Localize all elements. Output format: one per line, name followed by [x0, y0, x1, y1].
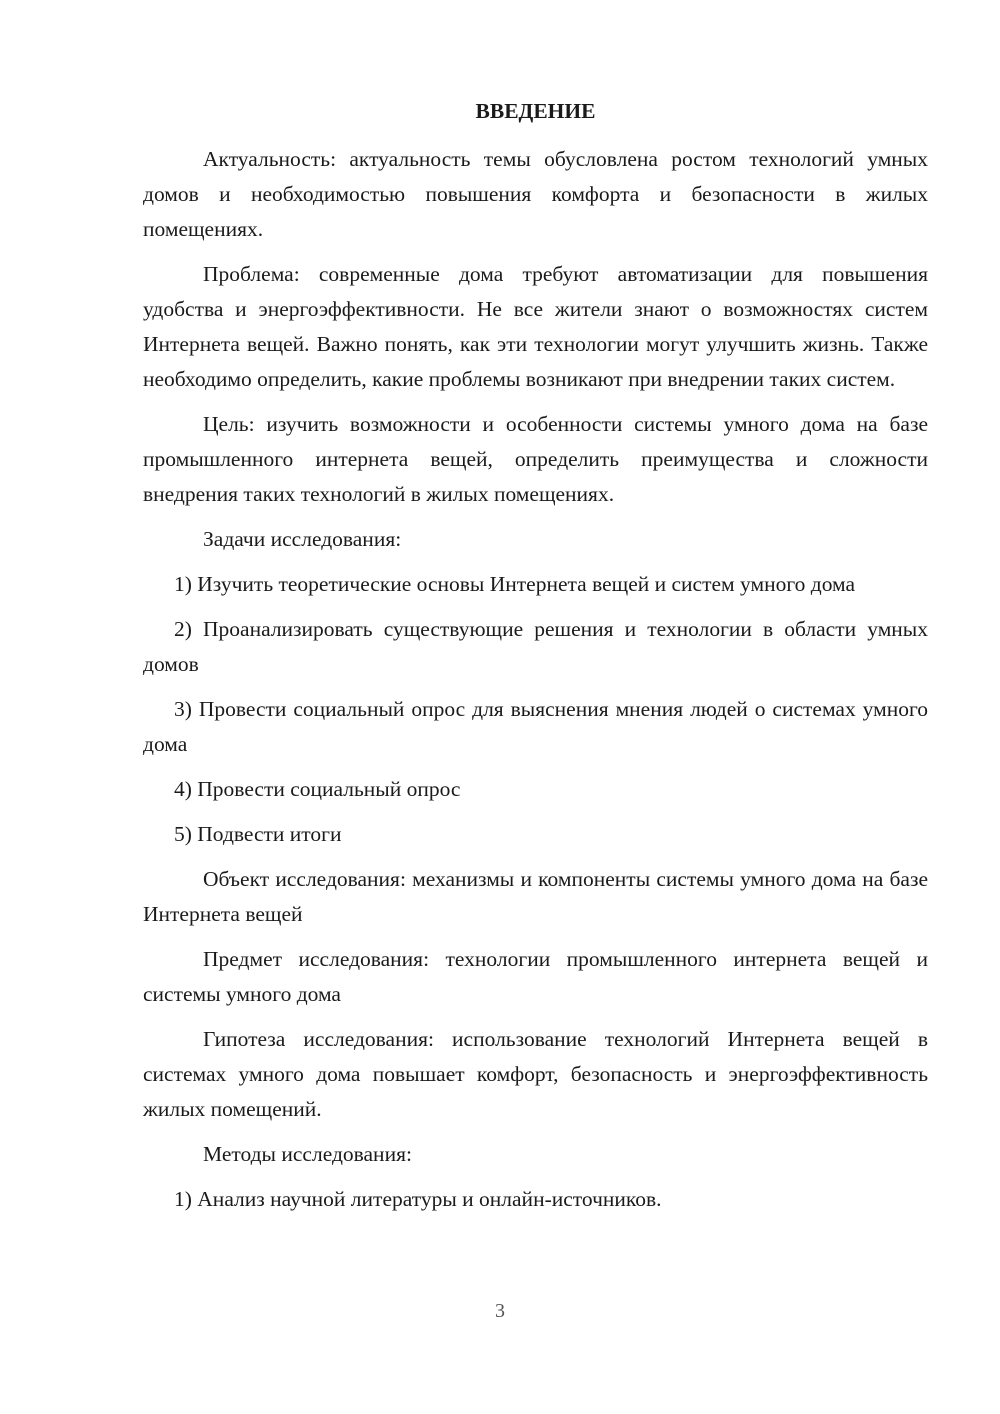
problem-paragraph: Проблема: современные дома требуют автоматизации для повышения удобства и энергоэффективности. Не все жители знают о возможностях систем Интернета вещей. Важно понять, как эти технологии могут улучшить жизнь. Также необходимо определить, какие проблемы возникают при внедрении таких систем.: [143, 262, 928, 391]
subject-paragraph: Предмет исследования: технологии промышленного интернета вещей и системы умного дома: [143, 947, 928, 1006]
methods-heading: Методы исследования:: [203, 1142, 412, 1166]
task-item-2: 2) Проанализировать существующие решения и технологии в области умных домов: [143, 617, 928, 676]
task-item-1: 1) Изучить теоретические основы Интернета вещей и систем умного дома: [174, 572, 856, 596]
object-paragraph: Объект исследования: механизмы и компоненты системы умного дома на базе Интернета вещей: [143, 867, 928, 926]
task-item-3: 3) Провести социальный опрос для выяснения мнения людей о системах умного дома: [143, 697, 928, 756]
task-item-5: 5) Подвести итоги: [174, 822, 342, 846]
tasks-heading: Задачи исследования:: [203, 527, 402, 551]
relevance-paragraph: Актуальность: актуальность темы обусловлена ростом технологий умных домов и необходимостью повышения комфорта и безопасности в жилых помещениях.: [143, 147, 928, 241]
page-number: 3: [495, 1300, 505, 1322]
task-item-4: 4) Провести социальный опрос: [174, 777, 461, 801]
hypothesis-paragraph: Гипотеза исследования: использование технологий Интернета вещей в системах умного дома повышает комфорт, безопасность и энергоэффективность жилых помещений.: [143, 1027, 928, 1121]
goal-paragraph: Цель: изучить возможности и особенности системы умного дома на базе промышленного интернета вещей, определить преимущества и сложности внедрения таких технологий в жилых помещениях.: [143, 412, 928, 506]
document-body: [143, 142, 928, 1217]
method-item-1: 1) Анализ научной литературы и онлайн-источников.: [174, 1187, 662, 1211]
page-title: ВВЕДЕНИЕ: [475, 99, 596, 123]
